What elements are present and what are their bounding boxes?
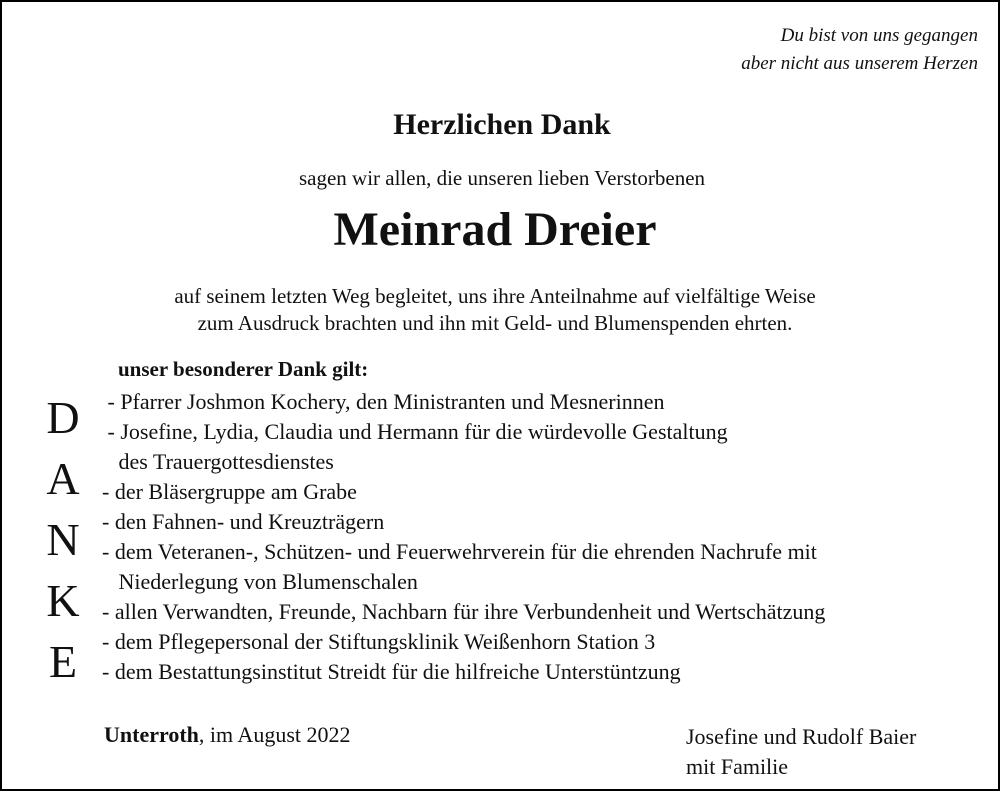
thanks-line: - der Bläsergruppe am Grabe	[102, 479, 357, 504]
signature-line-1: Josefine und Rudolf Baier	[686, 724, 917, 749]
thanks-line: - allen Verwandten, Freunde, Nachbarn für ihre Verbundenheit und Wertschätzung	[102, 599, 826, 624]
date: , im August 2022	[198, 722, 351, 747]
paragraph-line-1: auf seinem letzten Weg begleitet, uns ihre Anteilnahme auf vielfältige Weise	[174, 284, 816, 308]
danke-letter: E	[48, 636, 78, 687]
place-date	[104, 722, 351, 748]
danke-letter: N	[46, 514, 80, 565]
thanks-line: - dem Bestattungsinstitut Streidt für die hilfreiche Unterstüntzung	[102, 659, 681, 684]
danke-letter: D	[46, 392, 80, 443]
danke-letter: K	[46, 575, 80, 626]
thanks-line: - dem Veteranen-, Schützen- und Feuerwehrverein für die ehrenden Nachrufe mit	[102, 539, 817, 564]
danke-letter: A	[46, 453, 80, 504]
thanks-paragraph	[2, 283, 988, 337]
thanks-list	[102, 387, 825, 687]
thanks-line: - dem Pflegepersonal der Stiftungsklinik Weißenhorn Station 3	[102, 629, 656, 654]
motto-line-1: Du bist von uns gegangen	[780, 25, 978, 46]
thanks-line: des Trauergottesdienstes	[102, 449, 334, 474]
thanks-line: - Pfarrer Joshmon Kochery, den Ministranten und Mesnerinnen	[102, 389, 665, 414]
thanks-line: - den Fahnen- und Kreuzträgern	[102, 509, 385, 534]
danke-vertical	[40, 387, 86, 692]
motto-line-2: aber nicht aus unserem Herzen	[741, 53, 978, 74]
intro-text: sagen wir allen, die unseren lieben Verstorbenen	[298, 166, 706, 190]
signature	[686, 722, 916, 782]
heading: Herzlichen Dank	[393, 108, 611, 141]
special-thanks-heading: unser besonderer Dank gilt:	[118, 357, 369, 381]
motto	[741, 22, 978, 78]
thanks-line: Niederlegung von Blumenschalen	[102, 569, 418, 594]
paragraph-line-2: zum Ausdruck brachten und ihn mit Geld- und Blumenspenden ehrten.	[197, 311, 793, 335]
thanks-line: - Josefine, Lydia, Claudia und Hermann für die würdevolle Gestaltung	[102, 419, 728, 444]
deceased-name: Meinrad Dreier	[333, 203, 657, 256]
place: Unterroth	[104, 722, 199, 747]
signature-line-2: mit Familie	[686, 754, 789, 779]
